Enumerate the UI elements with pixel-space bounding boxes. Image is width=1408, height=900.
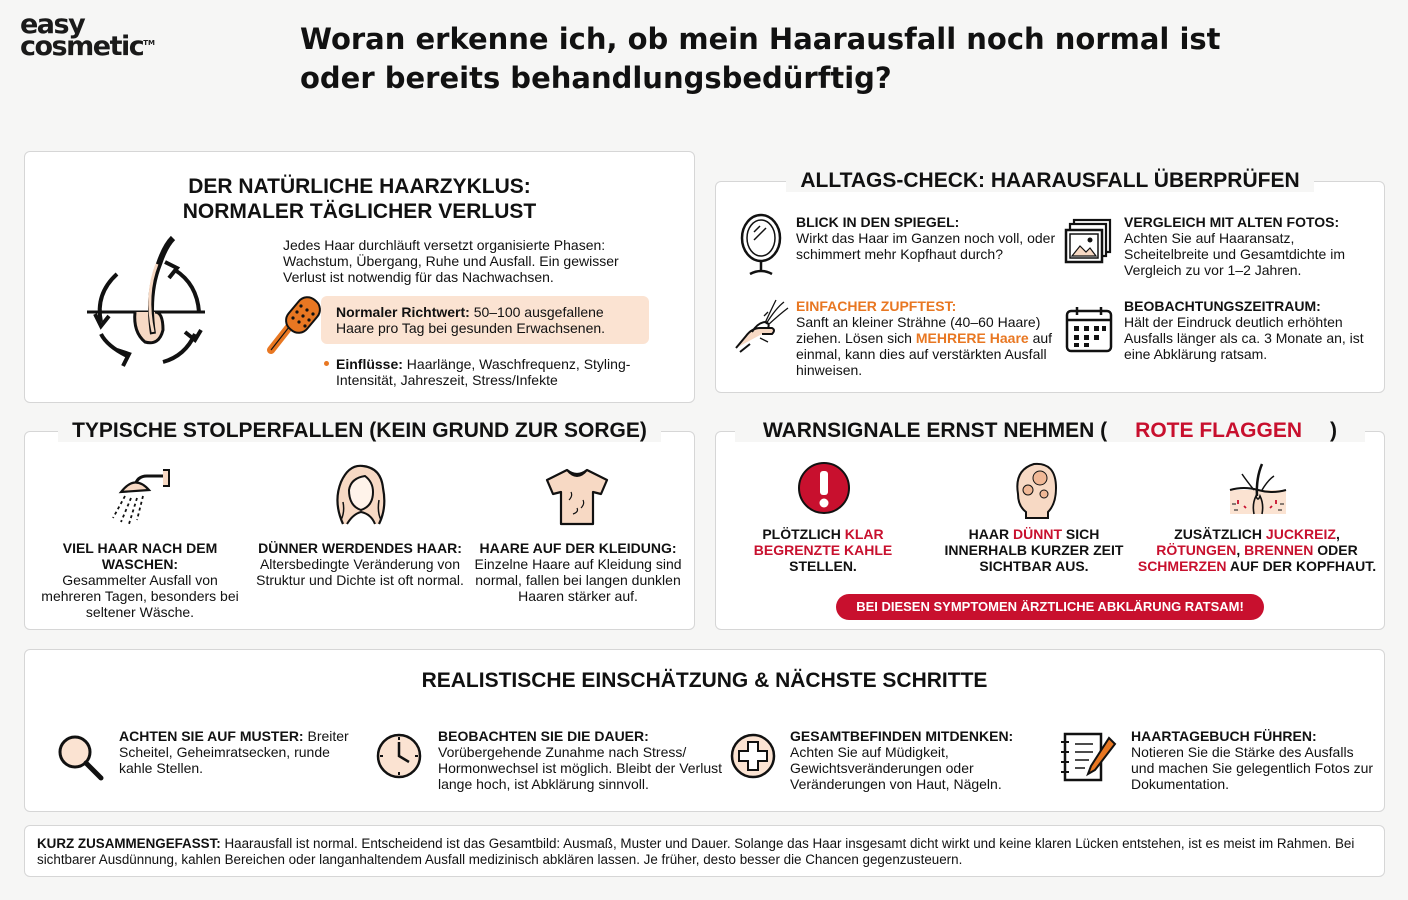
hand-pull-icon <box>732 298 792 356</box>
warnings-title-red: ROTE FLAGGEN <box>1121 419 1316 442</box>
factors-value: Haarlänge, Waschfrequenz, Styling-Intensität, Jahreszeit, Stress/Infekte <box>336 356 631 388</box>
step-item-patterns <box>119 728 355 776</box>
norm-value: 50–100 ausgefallene Haare pro Tag bei gesunden Erwachsenen. <box>336 304 606 336</box>
warnings-card <box>715 419 1385 630</box>
check-item-text: Hält der Eindruck deutlich erhöhten Ausfalls länger als ca. 3 Monate an, ist eine Abklärung ratsam. <box>1124 314 1364 362</box>
photos-icon <box>1062 216 1114 268</box>
check-item-text: Achten Sie auf Haaransatz, Scheitelbreite und Gesamtdichte im Vergleich zu vor 1–2 Jahren. <box>1124 230 1345 278</box>
warnings-legend <box>716 418 1384 446</box>
check-item-heading: BLICK IN DEN SPIEGEL: <box>796 214 960 230</box>
tshirt-icon <box>543 466 611 528</box>
logo-line-2-text: cosmetic <box>20 31 144 62</box>
magnifier-icon <box>55 732 105 782</box>
daily-check-title: ALLTAGS-CHECK: HAARAUSFALL ÜBERPRÜFEN <box>786 169 1313 192</box>
warn-part: DÜNNT <box>1013 526 1062 542</box>
warning-item-thinning <box>944 526 1124 574</box>
warn-part: PLÖTZLICH <box>762 526 845 542</box>
factors-label: Einflüsse: <box>336 356 403 372</box>
pitfall-item-washing <box>35 540 245 620</box>
shower-icon <box>107 462 175 526</box>
warn-part: , <box>1335 526 1340 542</box>
pitfalls-card <box>24 419 695 630</box>
step-text: Achten Sie auf Müdigkeit, Gewichtsveränderungen oder Veränderungen von Haut, Nägeln. <box>790 744 1002 792</box>
step-item-duration <box>438 728 728 792</box>
logo-line-1: easy <box>20 9 85 40</box>
mirror-icon <box>736 212 786 278</box>
pitfall-item-clothes <box>471 540 685 604</box>
summary-box <box>24 825 1385 877</box>
step-heading: GESAMTBEFINDEN MITDENKEN: <box>790 728 1014 744</box>
next-steps-title: REALISTISCHE EINSCHÄTZUNG & NÄCHSTE SCHRITTE <box>421 669 988 692</box>
hair-cycle-title <box>25 174 694 224</box>
warnings-title-a: WARNSIGNALE ERNST NEHMEN ( <box>749 419 1121 442</box>
next-steps-card <box>24 649 1385 812</box>
check-item-mirror <box>796 214 1056 262</box>
pitfall-heading: HAARE AUF DER KLEIDUNG: <box>479 540 677 556</box>
warn-part: BRENNEN <box>1244 542 1314 558</box>
pull-text-highlight: MEHRERE Haare <box>915 330 1029 346</box>
check-item-text <box>796 314 1056 378</box>
warn-part: SCHMERZEN <box>1137 558 1227 574</box>
warn-part: , <box>1236 542 1245 558</box>
brand-logo <box>20 9 155 62</box>
step-text: Breiter Scheitel, Geheimratsecken, runde kahle Stellen. <box>119 728 349 776</box>
summary-text <box>37 836 1372 868</box>
hair-cycle-title-line1: DER NATÜRLICHE HAARZYKLUS: <box>188 175 531 198</box>
logo-line-2 <box>20 31 155 62</box>
pitfall-text: Gesammelter Ausfall von mehreren Tagen, besonders bei seltener Wäsche. <box>41 572 239 620</box>
daily-check-card <box>715 169 1385 393</box>
warn-part: RÖTUNGEN <box>1156 542 1237 558</box>
step-item-diary <box>1131 728 1376 792</box>
warn-part: SICH INNERHALB KURZER ZEIT SICHTBAR AUS. <box>944 526 1124 574</box>
pitfall-item-thinning <box>255 540 465 588</box>
page-title: Woran erkenne ich, ob mein Haarausfall noch normal ist oder bereits behandlungsbedürftig? <box>300 22 1221 95</box>
step-heading: HAARTAGEBUCH FÜHREN: <box>1131 728 1317 744</box>
warn-part: AUF DER KOPFHAUT. <box>1226 558 1377 574</box>
logo-trademark: TM <box>143 39 155 47</box>
step-heading: ACHTEN SIE AUF MUSTER: <box>119 728 304 744</box>
warning-item-bald-patches <box>736 526 910 574</box>
check-item-heading: EINFACHER ZUPFTEST: <box>796 298 957 314</box>
warn-part: ZUSÄTZLICH <box>1174 526 1266 542</box>
warn-part: ODER <box>1313 542 1358 558</box>
hair-cycle-intro: Jedes Haar durchläuft versetzt organisierte Phasen: Wachstum, Übergang, Ruhe und Ausfall. Ein gewisser Verlust ist notwendig für das Nachwachsen. <box>283 237 619 285</box>
bald-head-icon <box>1010 460 1062 520</box>
clock-icon <box>375 732 423 780</box>
factors-bullet <box>324 361 329 366</box>
warning-banner: BEI DIESEN SYMPTOMEN ÄRZTLICHE ABKLÄRUNG RATSAM! <box>836 594 1264 620</box>
step-text: Notieren Sie die Stärke des Ausfalls und machen Sie gelegentlich Fotos zur Dokumentation. <box>1131 744 1374 792</box>
check-item-pull-test <box>796 298 1056 378</box>
pitfall-heading: VIEL HAAR NACH DEM WASCHEN: <box>62 540 218 572</box>
warnings-title <box>735 419 1365 442</box>
hair-cycle-card <box>24 151 695 403</box>
step-heading: BEOBACHTEN SIE DIE DAUER: <box>438 728 649 744</box>
hair-cycle-title-line2: NORMALER TÄGLICHER VERLUST <box>182 200 537 223</box>
warn-part: STELLEN. <box>789 558 857 574</box>
summary-label: KURZ ZUSAMMENGEFASST: <box>37 836 221 851</box>
check-item-heading: VERGLEICH MIT ALTEN FOTOS: <box>1124 214 1340 230</box>
warnings-title-b: ) <box>1316 419 1351 442</box>
step-item-wellbeing <box>790 728 1060 792</box>
summary-body: Haarausfall ist normal. Entscheidend ist das Gesamtbild: Ausmaß, Muster und Dauer. Solange das Haar insgesamt dicht wirkt und keine klaren Lücken entstehen, ist es meist im Rahmen. Bei sichtbarer Ausdünnung, kahlen Bereichen oder langanhaltendem Ausfall medizinisch abklären lassen. Je früher, desto besser die Chancen gegenzusteuern. <box>37 836 1355 867</box>
brush-icon <box>263 290 329 358</box>
norm-text <box>336 304 642 336</box>
pitfall-text: Altersbedingte Veränderung von Struktur und Dichte ist oft normal. <box>256 556 464 588</box>
pitfalls-title: TYPISCHE STOLPERFALLEN (KEIN GRUND ZUR SORGE) <box>58 419 661 442</box>
alert-icon <box>796 460 852 518</box>
calendar-icon <box>1064 304 1114 354</box>
pull-text-b: auf einmal, kann dies auf verstärkten Ausfall hinweisen. <box>796 330 1053 378</box>
pitfall-heading: DÜNNER WERDENDES HAAR: <box>258 540 462 556</box>
pitfalls-legend <box>25 418 694 446</box>
check-item-period <box>1124 298 1374 362</box>
scalp-icon <box>1228 460 1288 518</box>
pitfall-text: Einzelne Haare auf Kleidung sind normal, fallen bei langen dunklen Haaren stärker auf. <box>474 556 682 604</box>
hair-cycle-icon <box>77 234 215 369</box>
warn-part: JUCKREIZ <box>1265 526 1336 542</box>
check-item-text: Wirkt das Haar im Ganzen noch voll, oder schimmert mehr Kopfhaut durch? <box>796 230 1056 262</box>
factors-text <box>336 356 656 388</box>
daily-check-legend <box>716 168 1384 196</box>
warn-part: KLAR BEGRENZTE KAHLE <box>753 526 893 558</box>
norm-label: Normaler Richtwert: <box>336 304 470 320</box>
warning-item-itching <box>1136 526 1378 574</box>
diary-icon <box>1059 730 1117 784</box>
warn-part: HAAR <box>968 526 1013 542</box>
step-text: Vorübergehende Zunahme nach Stress/ Hormonwechsel ist möglich. Bleibt der Verlust lange hoch, ist Abklärung sinnvoll. <box>438 744 723 792</box>
woman-hair-icon <box>329 462 391 528</box>
medical-cross-icon <box>729 732 777 780</box>
check-item-heading: BEOBACHTUNGSZEITRAUM: <box>1124 298 1321 314</box>
pull-text-a: Sanft an kleiner Strähne (40–60 Haare) ziehen. Lösen sich <box>796 314 1041 346</box>
check-item-photos <box>1124 214 1374 278</box>
